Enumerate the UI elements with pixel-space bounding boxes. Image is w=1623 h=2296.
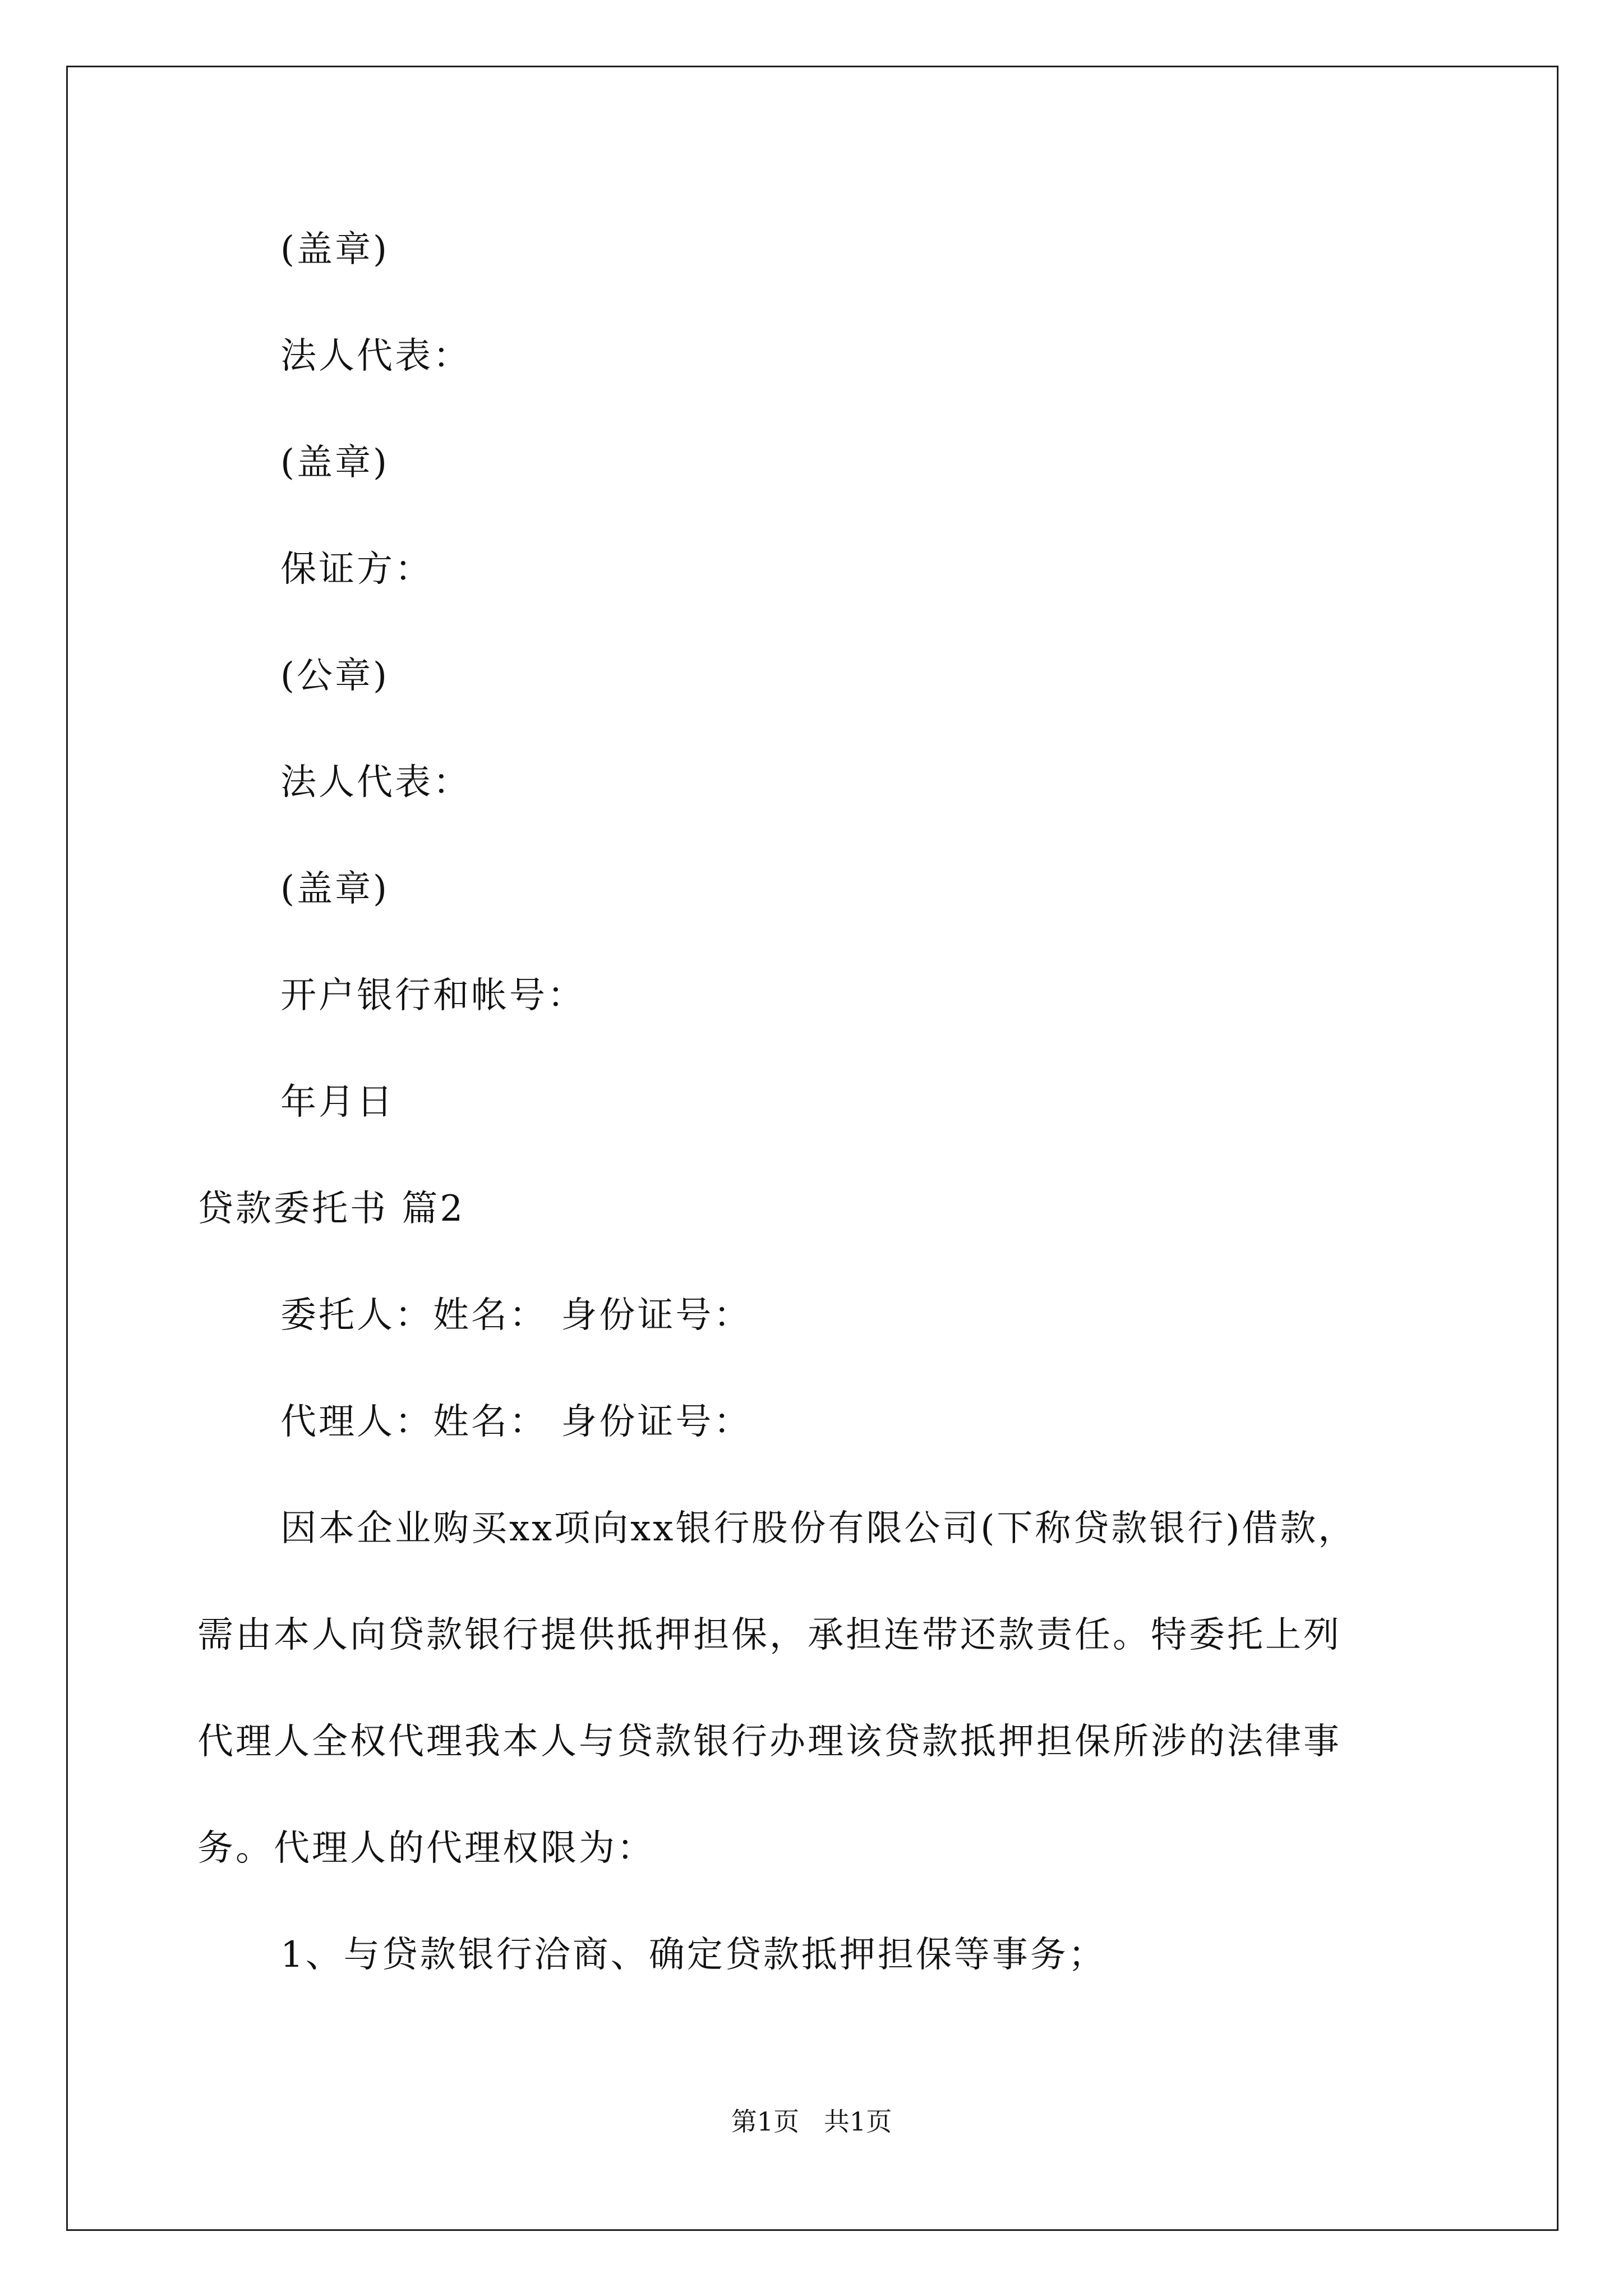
- page-border: [66, 66, 1559, 2231]
- seal-line: (盖章): [280, 442, 389, 484]
- page-indicator: 第1页 共1页: [731, 2106, 892, 2137]
- seal-line: (盖章): [280, 868, 389, 910]
- body-paragraph-line: 务。代理人的代理权限为：: [197, 1828, 655, 1869]
- body-paragraph-line: 需由本人向贷款银行提供抵押担保，承担连带还款责任。特委托上列: [197, 1614, 1341, 1656]
- official-seal-line: (公章): [280, 655, 389, 697]
- list-item: 1、与贷款银行洽商、确定贷款抵押担保等事务；: [280, 1934, 1106, 1976]
- seal-line: (盖章): [280, 229, 389, 270]
- body-paragraph-line: 代理人全权代理我本人与贷款银行办理该贷款抵押担保所涉的法律事: [197, 1721, 1341, 1763]
- legal-representative-line: 法人代表：: [280, 762, 471, 803]
- body-paragraph-line: 因本企业购买xx项向xx银行股份有限公司(下称贷款银行)借款，: [280, 1508, 1357, 1549]
- guarantor-line: 保证方：: [280, 549, 433, 590]
- date-line: 年月日: [280, 1082, 395, 1123]
- bank-account-line: 开户银行和帐号：: [280, 975, 585, 1016]
- section-heading: 贷款委托书 篇2: [197, 1188, 465, 1230]
- legal-representative-line: 法人代表：: [280, 335, 471, 377]
- agent-line: 代理人：姓名： 身份证号：: [280, 1401, 752, 1443]
- principal-line: 委托人：姓名： 身份证号：: [280, 1295, 752, 1336]
